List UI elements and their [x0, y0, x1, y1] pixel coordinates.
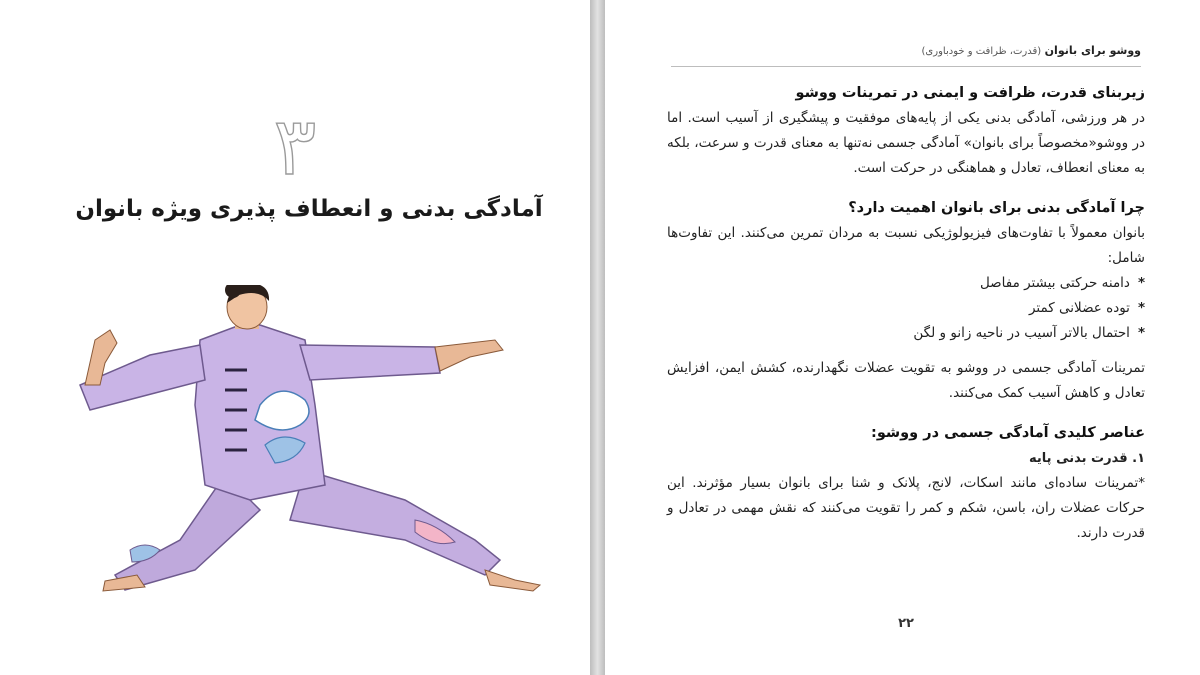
section-heading: زیربنای قدرت، ظرافت و ایمنی در تمرینات ووشو — [795, 85, 1145, 101]
section-paragraph: بانوان معمولاً با تفاوت‌های فیزیولوژیکی نسبت به مردان تمرین می‌کنند. این تفاوت‌ها شامل: — [667, 225, 1145, 266]
book-subtitle: (قدرت، ظرافت و خودباوری) — [921, 46, 1042, 57]
chapter-title: آمادگی بدنی و انعطاف پذیری ویژه بانوان — [75, 196, 543, 222]
bullet-star-icon: * — [1137, 325, 1145, 341]
list-item — [667, 296, 1145, 321]
list-item-text: دامنه حرکتی بیشتر مفاصل — [979, 275, 1130, 291]
list-item — [667, 321, 1145, 346]
wushu-woman-illustration — [75, 285, 545, 600]
bullet-star-icon: * — [1137, 300, 1145, 316]
section-paragraph: در هر ورزشی، آمادگی بدنی یکی از پایه‌های موفقیت و پیشگیری از آسیب است. اما در ووشو«مخصوصاً برای بانوان» آمادگی جسمی نه‌تنها به معنای قدرت و سرعت، بلکه به معنای انعطاف، تعادل و هماهنگی در حرکت است. — [667, 110, 1145, 176]
list-item-text: توده عضلانی کمتر — [1028, 300, 1130, 316]
chapter-number: ۳ — [273, 100, 317, 193]
left-foot — [103, 575, 145, 591]
right-foot — [485, 570, 540, 591]
running-head — [671, 44, 1141, 67]
right-sleeve — [300, 345, 440, 380]
bullet-paragraph-text: تمرینات ساده‌ای مانند اسکات، لانج، پلانک و شنا برای بانوان بسیار مؤثرند. این حرکات عضلات ران، باسن، شکم و کمر را تقویت می‌کنند که نقش مهمی در تعادل و قدرت دارند. — [667, 475, 1145, 541]
section-heading: چرا آمادگی بدنی برای بانوان اهمیت دارد؟ — [848, 200, 1145, 216]
list-item — [667, 271, 1145, 296]
right-hand — [435, 340, 503, 371]
page-number: ۲۲ — [898, 616, 914, 631]
list-item-text: احتمال بالاتر آسیب در ناحیه زانو و لگن — [913, 325, 1130, 341]
book-title: ووشو برای بانوان — [1044, 44, 1141, 57]
bullet-star-icon: * — [1138, 475, 1145, 491]
right-page — [605, 0, 1200, 675]
section-paragraph: تمرینات آمادگی جسمی در ووشو به تقویت عضلات نگهدارنده، کشش ایمن، افزایش تعادل و کاهش آسیب کمک می‌کنند. — [667, 360, 1145, 401]
left-page — [0, 0, 590, 675]
book-gutter — [590, 0, 605, 675]
bullet-list — [667, 271, 1145, 346]
bullet-paragraph — [667, 471, 1145, 546]
section-heading: عناصر کلیدی آمادگی جسمی در ووشو: — [871, 425, 1145, 441]
bullet-star-icon: * — [1137, 275, 1145, 291]
subsection-heading: ۱. قدرت بدنی پایه — [1029, 451, 1145, 466]
page-content — [667, 80, 1145, 546]
